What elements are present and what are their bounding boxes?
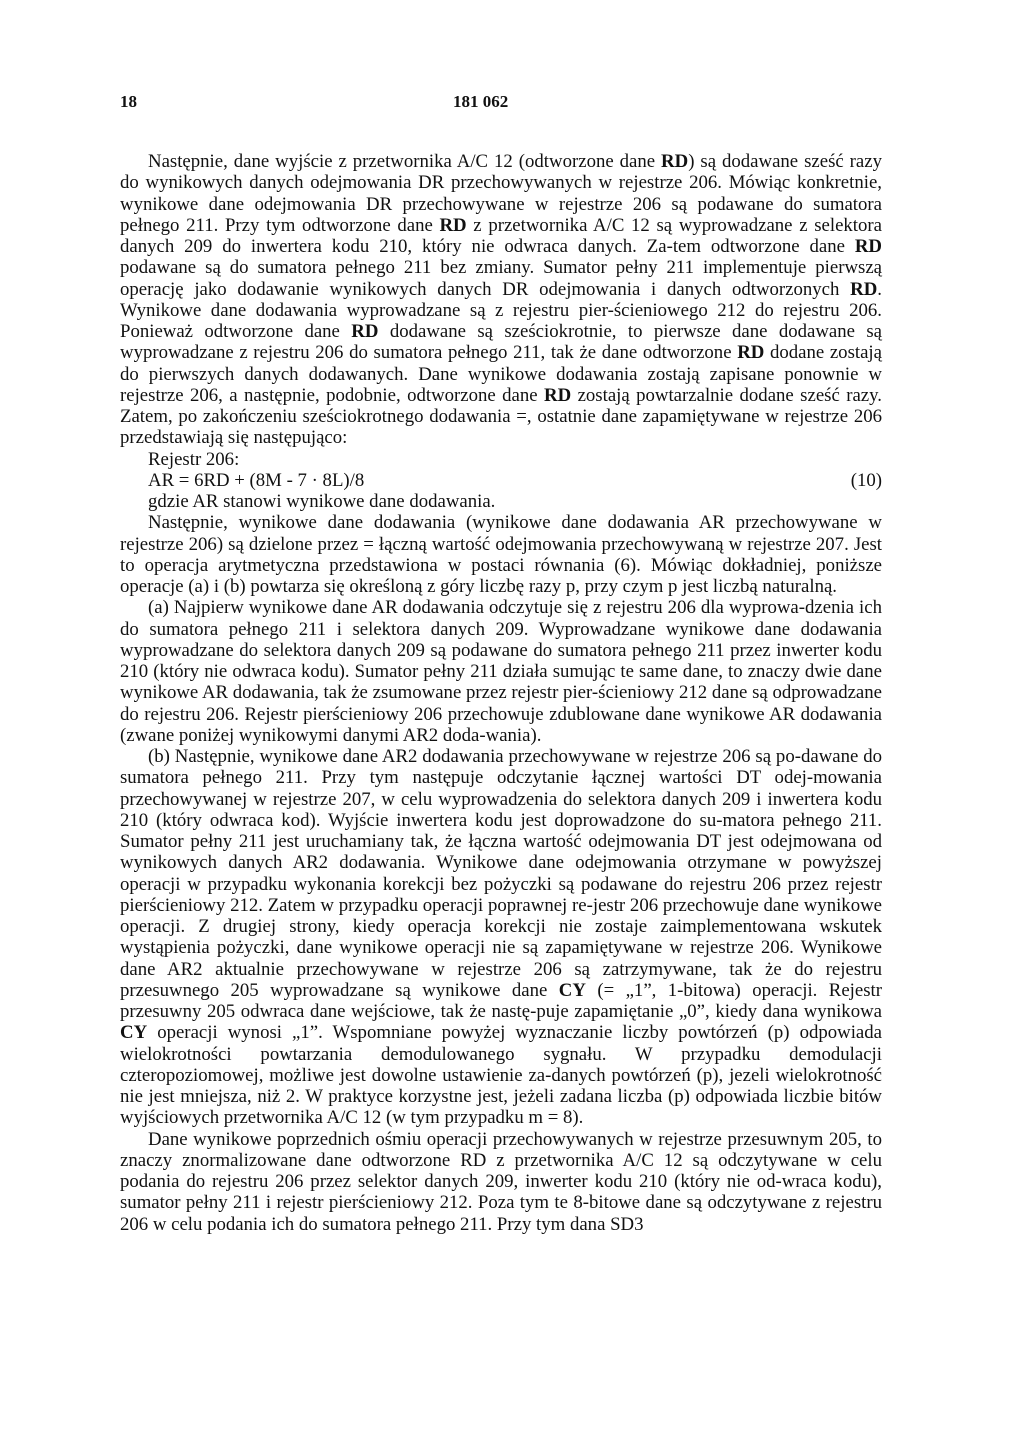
bold-term-rd: RD [850,278,878,300]
bold-term-cy: CY [558,979,586,1001]
text-run: dodawane są sześciokrotnie, to pierwsze dane dodawane są wyprowadzane z rejestru 206 do sumatora pełnego 211, tak że dane odtworzone [120,321,883,364]
page-number: 18 [120,92,137,111]
bold-term-cy: CY [120,1022,148,1044]
bold-term-rd: RD [661,151,689,172]
bold-term-rd: RD [737,342,765,364]
equation-block [120,449,882,513]
text-run: podawane są do sumatora pełnego 211 bez zmiany. Sumator pełny 211 implementuje pierwszą operację jako dodawanie wynikowych danych DR odejmowania i danych odtworzonych [120,257,882,300]
paragraph-2: Następnie, wynikowe dane dodawania (wynikowe dane dodawania AR przechowywane w rejestrze 206) są dzielone przez = łączną wartość odejmowania przechowywaną w rejestrze 207. Jest to operacja arytmetyczna przedstawiona w postaci równania (6). Mówiąc dokładniej, poniższe operacje (a) i (b) powtarza się określoną z góry liczbę razy p, przy czym p jest liczbą naturalną. [120,512,882,597]
text-run: Następnie, dane wyjście z przetwornika A/C 12 (odtworzone dane [148,151,662,172]
text-run: operacji wynosi „1”. Wspomniane powyżej wyznaczanie liczby powtórzeń (p) odpowiada wielokrotności powtarzania demodulowanego sygnału. W przypadku demodulacji czteropoziomowej, możliwe jest dowolne ustawienie za-danych powtórzeń (p), jezeli wielokrotność nie jest mniejsza, niż 2. W praktyce korzystne jest, jeżeli zadana liczba (p) odpowiada liczbie bitów wyjściowych przetwornika A/C 12 (w tym przypadku m = 8). [120,1022,882,1129]
paragraph-5: Dane wynikowe poprzednich ośmiu operacji przechowywanych w rejestrze przesuwnym 205, to znaczy znormalizowane dane odtworzone RD z przetwornika A/C 12 są odczytywane w celu podania do rejestru 206 przez selektor danych 209, inwerter kodu 210 (który nie od-wraca kodu), sumator pełny 211 i rejestr pierścieniowy 212. Poza tym te 8-bitowe dane są odczytywane z rejestru 206 w celu podania ich do sumatora pełnego 211. Przy tym dana SD3 [120,1128,882,1235]
document-number: 181 062 [453,92,509,111]
paragraph-1 [120,151,882,449]
equation-where: gdzie AR stanowi wynikowe dane dodawania. [148,491,496,512]
text-run: z przetwornika A/C 12 są wyprowadzane z selektora danych 209 do inwertera kodu 210, który nie odwraca danych. Za-tem odtworzone dane [120,214,882,257]
paragraph-4 [120,746,882,1129]
register-label: Rejestr 206: [148,448,240,470]
page-header [120,92,890,116]
paragraph-3: (a) Najpierw wynikowe dane AR dodawania odczytuje się z rejestru 206 dla wyprowa-dzenia ich do sumatora pełnego 211 i selektora danych 209. Wyprowadzane wynikowe dane dodawania wyprowadzane do selektora danych 209 są podawane do sumatora pełnego 211 przez inwerter kodu 210 (który nie odwraca kodu). Sumator pełny 211 działa sumując te same dane, to znaczy dwie dane wynikowe AR dodawania, tak że zsumowane przez rejestr pier-ścieniowy 212 dane są odprowadzane do rejestru 206. Rejestr pierścieniowy 206 przechowuje zdublowane dane wynikowe AR dodawania (zwane poniżej wynikowymi danymi AR2 doda-wania). [120,597,882,746]
body-text [120,151,882,1235]
equation-line [148,470,882,491]
equation-number: (10) [850,469,882,491]
bold-term-rd: RD [439,214,467,236]
text-run: (= „1”, 1-bitowa) operacji. Rejestr przesuwny 205 odwraca dane wejściowe, tak że nastę-puje zapamiętanie „0”, kiedy dana wynikowa [120,979,882,1022]
bold-term-rd: RD [854,236,882,257]
bold-term-rd: RD [351,321,379,342]
text-run: zostają powtarzalnie dodane sześć razy. Zatem, po zakończeniu sześciokrotnego dodawania =, ostatnie dane zapamiętywane w rejestrze 206 przedstawiają się następująco: [120,384,882,449]
text-run: ) są dodawane sześć razy do wynikowych danych odejmowania DR przechowywanych w rejestrze 206. Mówiąc konkretnie, wynikowe dane odejmowania DR przechowywane w rejestrze 206 są podawane do sumatora pełnego 211. Przy tym odtworzone dane [120,151,882,236]
text-run: dodane zostają do pierwszych danych dodawanych. Dane wynikowe dodawania zostają zapisane ponownie w rejestrze 206, a następnie, podobnie, odtworzone dane [120,342,882,406]
equation-formula: AR = 6RD + (8M - 7 · 8L)/8 [148,469,365,491]
text-run: (b) Następnie, wynikowe dane AR2 dodawania przechowywane w rejestrze 206 są po-dawane do sumatora pełnego 211. Przy tym następuje odczytanie łącznej wartości DT odej-mowania przechowywanej w rejestrze 207, w celu wyprowadzenia do selektora danych 209 i inwertera kodu 210 (który odwraca kod). Wyjście inwertera kodu jest doprowadzone do su-matora pełnego 211. Sumator pełny 211 jest uruchamiany tak, że łączna wartość odejmowania DT jest odejmowana od wynikowych danych AR2 dodawania. Wynikowe dane odejmowania otrzymane w powyższej operacji w przypadku wykonania korekcji bez pożyczki są podawane do rejestru 206 przez rejestr pierścieniowy 212. Zatem w przypadku operacji poprawnej re-jestr 206 przechowuje dane wynikowe operacji. Z drugiej strony, kiedy operacja korekcji nie zostaje zaimplementowana wskutek wystąpienia pożyczki, dane wynikowe operacji nie są zapamiętywane w rejestrze 206. Wynikowe dane AR2 aktualnie przechowywane w rejestrze 206 są zatrzymywane, tak że do rejestru przesuwnego 205 wyprowadzane są wynikowe dane [120,746,882,1001]
bold-term-rd: RD [544,384,572,406]
text-run: . Wynikowe dane dodawania wyprowadzane są z rejestru pier-ścieniowego 212 do rejestru 206. Ponieważ odtworzone dane [120,278,882,342]
